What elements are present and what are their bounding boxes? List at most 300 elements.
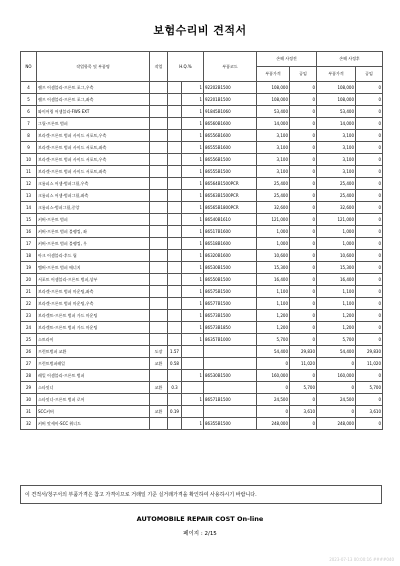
cell-hours: 0.3 [168, 382, 182, 394]
cell-labor-before: 0 [290, 178, 317, 190]
table-row [21, 154, 383, 166]
cell-part-price-after: 14,000 [317, 118, 356, 130]
cell-part-price-before: 1,000 [257, 226, 290, 238]
cell-part-price-before: 0 [257, 382, 290, 394]
cell-no: 20 [21, 274, 37, 286]
cell-part-price-before: 25,400 [257, 178, 290, 190]
cell-part-code: 86530B1500 [204, 370, 257, 382]
cell-labor-before: 0 [290, 286, 317, 298]
cell-part-price-before: 3,100 [257, 166, 290, 178]
cell-hours [168, 94, 182, 106]
cell-qty [182, 358, 204, 370]
cell-qty: 1 [182, 190, 204, 202]
cell-no: 19 [21, 262, 37, 274]
cell-part-code [204, 358, 257, 370]
cell-part-price-before: 3,100 [257, 154, 290, 166]
cell-no: 7 [21, 118, 37, 130]
cell-labor-after: 5,700 [356, 382, 383, 394]
cell-qty: 1 [182, 298, 204, 310]
table-row [21, 394, 383, 406]
cell-qty: 1 [182, 226, 204, 238]
cell-no: 24 [21, 322, 37, 334]
cell-labor-before: 0 [290, 322, 317, 334]
cell-part-price-before: 25,400 [257, 190, 290, 202]
cell-part-price-before: 32,600 [257, 202, 290, 214]
cell-labor-after: 0 [356, 178, 383, 190]
header-after-assessment: 손해 사정후 [317, 52, 383, 67]
cell-hours [168, 178, 182, 190]
cell-hours [168, 394, 182, 406]
cell-part-price-after: 121,000 [317, 214, 356, 226]
cell-no: 16 [21, 226, 37, 238]
cell-part-code: 86556B1600 [204, 130, 257, 142]
cell-hours [168, 238, 182, 250]
header-work: 작업 [150, 52, 168, 82]
cell-labor-after: 0 [356, 166, 383, 178]
cell-labor-before: 0 [290, 214, 317, 226]
cell-no: 21 [21, 286, 37, 298]
cell-part-price-after: 248,000 [317, 418, 356, 430]
cell-qty: 1 [182, 334, 204, 346]
cell-labor-before: 0 [290, 226, 317, 238]
table-row [21, 94, 383, 106]
cell-hours [168, 322, 182, 334]
header-hqty: H.Q.% [168, 52, 204, 82]
header-part-price-before: 부품가격 [257, 67, 290, 82]
cell-item: 브라켓-프론트 범퍼 사이드 서포트,우측 [37, 130, 150, 142]
document-title: 보험수리비 견적서 [153, 24, 247, 37]
cell-part-price-after: 3,100 [317, 154, 356, 166]
cell-qty: 1 [182, 394, 204, 406]
cell-part-price-after: 25,400 [317, 190, 356, 202]
cell-part-price-after: 1,100 [317, 298, 356, 310]
cell-no: 32 [21, 418, 37, 430]
cell-part-code [204, 406, 257, 418]
cell-labor-before: 0 [290, 130, 317, 142]
cell-part-price-before: 53,400 [257, 106, 290, 118]
cell-part-price-after: 1,000 [317, 238, 356, 250]
cell-work [150, 82, 168, 94]
cell-labor-after: 0 [356, 142, 383, 154]
cell-labor-after: 0 [356, 130, 383, 142]
cell-qty: 1 [182, 370, 204, 382]
cell-part-price-before: 1,000 [257, 238, 290, 250]
table-row [21, 406, 383, 418]
cell-hours [168, 106, 182, 118]
cell-work [150, 166, 168, 178]
cell-qty: 1 [182, 166, 204, 178]
cell-work [150, 214, 168, 226]
cell-part-price-after: 3,100 [317, 142, 356, 154]
cell-hours [168, 334, 182, 346]
cell-no: 18 [21, 250, 37, 262]
cell-labor-after: 0 [356, 370, 383, 382]
table-row [21, 202, 383, 214]
cell-item: 브라켓-프론트 범퍼 사이드 서포트,좌측 [37, 166, 150, 178]
cell-item: 레일 어셈블리-프론트 범퍼 [37, 370, 150, 382]
table-row [21, 214, 383, 226]
cell-no: 23 [21, 310, 37, 322]
cell-hours [168, 154, 182, 166]
cell-part-price-before: 1,200 [257, 322, 290, 334]
table-row [21, 106, 383, 118]
cell-hours [168, 370, 182, 382]
cell-work [150, 310, 168, 322]
cell-item: 커버-프론트 범퍼 블랭킹, 좌 [37, 226, 150, 238]
cell-hours [168, 298, 182, 310]
cell-part-code: 86556B1500 [204, 154, 257, 166]
cell-no: 8 [21, 130, 37, 142]
cell-labor-after: 0 [356, 214, 383, 226]
cell-no: 27 [21, 358, 37, 370]
cell-item: 커버-프론트 범퍼 블랭킹, 우 [37, 238, 150, 250]
cell-hours [168, 202, 182, 214]
cell-work: 도장 [150, 346, 168, 358]
table-row [21, 322, 383, 334]
cell-part-price-before: 1,200 [257, 310, 290, 322]
cell-no: 5 [21, 94, 37, 106]
cell-item: 커버-프론트 범퍼 [37, 214, 150, 226]
cell-part-code: 86550B1500 [204, 274, 257, 286]
cell-qty: 1 [182, 82, 204, 94]
header-labor-before: 공임 [290, 67, 317, 82]
cell-labor-before: 0 [290, 250, 317, 262]
cell-work: 교환 [150, 358, 168, 370]
cell-labor-before: 5,700 [290, 382, 317, 394]
cell-labor-after: 0 [356, 310, 383, 322]
cell-part-price-after: 24,500 [317, 394, 356, 406]
cell-item: 프런트범퍼 교환 [37, 346, 150, 358]
cell-part-price-before: 14,000 [257, 118, 290, 130]
cell-qty: 1 [182, 94, 204, 106]
cell-item: 스트라이 [37, 334, 150, 346]
cell-part-price-before: 121,000 [257, 214, 290, 226]
cell-work [150, 118, 168, 130]
cell-labor-after: 0 [356, 226, 383, 238]
table-row [21, 382, 383, 394]
cell-part-price-after: 32,600 [317, 202, 356, 214]
table-row [21, 286, 383, 298]
cell-labor-before: 0 [290, 334, 317, 346]
cell-part-price-after: 0 [317, 358, 356, 370]
cell-work [150, 190, 168, 202]
cell-labor-after: 0 [356, 274, 383, 286]
header-no: NO [21, 52, 37, 82]
table-row [21, 226, 383, 238]
cell-part-price-before: 3,100 [257, 142, 290, 154]
cell-labor-after: 0 [356, 394, 383, 406]
cell-labor-after: 0 [356, 262, 383, 274]
cell-labor-before: 0 [290, 202, 317, 214]
cell-qty: 1 [182, 274, 204, 286]
cell-part-code: 86517B1600 [204, 226, 257, 238]
cell-work [150, 142, 168, 154]
cell-qty [182, 406, 204, 418]
cell-item: 브라켓-프론트 범퍼 사이드 서포트,우측 [37, 154, 150, 166]
cell-no: 12 [21, 178, 37, 190]
cell-hours [168, 166, 182, 178]
cell-labor-after: 3,610 [356, 406, 383, 418]
cell-qty: 1 [182, 286, 204, 298]
table-row [21, 178, 383, 190]
cell-labor-before: 0 [290, 106, 317, 118]
cell-part-price-after: 1,200 [317, 310, 356, 322]
cell-hours [168, 190, 182, 202]
cell-part-code: 86575B1500 [204, 286, 257, 298]
cell-qty: 1 [182, 118, 204, 130]
cell-labor-before: 0 [290, 310, 317, 322]
cell-labor-after: 0 [356, 298, 383, 310]
cell-item: SCC커버 [37, 406, 150, 418]
cell-work [150, 202, 168, 214]
cell-part-price-before: 1,100 [257, 298, 290, 310]
cell-labor-after: 0 [356, 250, 383, 262]
cell-part-price-before: 0 [257, 358, 290, 370]
cell-part-price-before: 3,100 [257, 130, 290, 142]
cell-labor-before: 0 [290, 166, 317, 178]
cell-work: 교환 [150, 406, 168, 418]
cell-qty: 1 [182, 214, 204, 226]
cell-labor-after: 0 [356, 190, 383, 202]
cell-work [150, 394, 168, 406]
cell-part-price-before: 1,100 [257, 286, 290, 298]
cell-part-price-after: 0 [317, 382, 356, 394]
cell-part-price-after: 5,700 [317, 334, 356, 346]
cell-labor-after: 0 [356, 238, 383, 250]
cell-hours [168, 274, 182, 286]
cell-part-code: 86555B1500 [204, 166, 257, 178]
table-row [21, 238, 383, 250]
cell-part-price-after: 160,000 [317, 370, 356, 382]
cell-qty: 1 [182, 154, 204, 166]
cell-labor-after: 0 [356, 94, 383, 106]
cell-labor-after: 29,830 [356, 346, 383, 358]
cell-work [150, 262, 168, 274]
cell-part-price-before: 10,600 [257, 250, 290, 262]
cell-no: 29 [21, 382, 37, 394]
cell-part-code: 92201B1500 [204, 94, 257, 106]
estimate-table [20, 51, 383, 430]
cell-labor-before: 0 [290, 82, 317, 94]
cell-no: 15 [21, 214, 37, 226]
table-row [21, 370, 383, 382]
cell-part-price-after: 54,400 [317, 346, 356, 358]
table-body [21, 82, 383, 430]
cell-item: 브라켓-프론트 범퍼 마운팅,우측 [37, 298, 150, 310]
cell-labor-before: 0 [290, 118, 317, 130]
header-part-price-after: 부품가격 [317, 67, 356, 82]
cell-qty: 1 [182, 238, 204, 250]
cell-qty: 1 [182, 178, 204, 190]
cell-no: 4 [21, 82, 37, 94]
cell-work [150, 94, 168, 106]
cell-item: 서포트 어셈블리-프론트 범퍼,상부 [37, 274, 150, 286]
cell-work [150, 250, 168, 262]
table-row [21, 310, 383, 322]
footer-title: AUTOMOBILE REPAIR COST On-line [136, 515, 264, 523]
table-row [21, 358, 383, 370]
cell-hours [168, 130, 182, 142]
cell-qty: 1 [182, 310, 204, 322]
header-part-code: 부품코드 [204, 52, 257, 82]
table-row [21, 274, 383, 286]
cell-labor-before: 3,610 [290, 406, 317, 418]
cell-no: 17 [21, 238, 37, 250]
cell-item: 멤버-프론트 범퍼 에너지 [37, 262, 150, 274]
cell-part-code [204, 382, 257, 394]
cell-qty: 1 [182, 250, 204, 262]
cell-item: 스타잇너 [37, 382, 150, 394]
cell-labor-after: 0 [356, 418, 383, 430]
cell-qty: 1 [182, 262, 204, 274]
cell-part-code: 86565B1800PCR [204, 202, 257, 214]
cell-labor-after: 0 [356, 106, 383, 118]
cell-labor-before: 0 [290, 142, 317, 154]
cell-part-price-before: 5,700 [257, 334, 290, 346]
cell-labor-after: 0 [356, 286, 383, 298]
cell-part-price-before: 54,400 [257, 346, 290, 358]
cell-labor-after: 0 [356, 202, 383, 214]
cell-part-code: 86577B1500 [204, 298, 257, 310]
cell-no: 28 [21, 370, 37, 382]
cell-hours [168, 262, 182, 274]
cell-no: 11 [21, 166, 37, 178]
cell-item: 램프 어셈블리-프론트 포그,좌측 [37, 94, 150, 106]
cell-part-price-before: 16,400 [257, 274, 290, 286]
cell-labor-before: 0 [290, 274, 317, 286]
cell-item: 와이어링 어셈블리-FWS EXT [37, 106, 150, 118]
cell-labor-after: 0 [356, 118, 383, 130]
cell-labor-before: 0 [290, 262, 317, 274]
cell-no: 26 [21, 346, 37, 358]
cell-labor-after: 0 [356, 334, 383, 346]
table-row [21, 190, 383, 202]
cell-part-price-before: 0 [257, 406, 290, 418]
cell-no: 9 [21, 142, 37, 154]
cell-work [150, 322, 168, 334]
table-row [21, 118, 383, 130]
cell-part-code: 86573B1500 [204, 310, 257, 322]
table-row [21, 262, 383, 274]
cell-hours [168, 226, 182, 238]
cell-qty: 1 [182, 418, 204, 430]
cell-item: 커버 앗세이-SCC 워너드 [37, 418, 150, 430]
cell-work [150, 130, 168, 142]
cell-part-code: 86560B1600 [204, 118, 257, 130]
cell-no: 30 [21, 394, 37, 406]
table-row [21, 298, 383, 310]
cell-item: 브라켓-프론트 범퍼 마운팅,좌측 [37, 286, 150, 298]
table-header [21, 52, 383, 82]
cell-labor-before: 0 [290, 298, 317, 310]
table-row [21, 166, 383, 178]
cell-work [150, 238, 168, 250]
cell-part-price-after: 3,100 [317, 166, 356, 178]
cell-qty [182, 346, 204, 358]
cell-no: 6 [21, 106, 37, 118]
cell-work [150, 226, 168, 238]
cell-item: 아크 어셈블리-후드 립 [37, 250, 150, 262]
header-before-assessment: 손해 사정전 [257, 52, 317, 67]
cell-item: 브라켓트-프론트 범퍼 가드 마운팅 [37, 322, 150, 334]
cell-no: 22 [21, 298, 37, 310]
table-row [21, 142, 383, 154]
cell-item: 크롬피스-범퍼그릴,중앙 [37, 202, 150, 214]
cell-item: 램프 어셈블리-프론트 포그,우측 [37, 82, 150, 94]
cell-work [150, 298, 168, 310]
print-timestamp: 2023-07-13 00:00:16 ####040 [329, 557, 394, 562]
cell-no: 13 [21, 190, 37, 202]
cell-part-price-after: 108,000 [317, 82, 356, 94]
table-row [21, 82, 383, 94]
cell-qty: 1 [182, 322, 204, 334]
cell-hours: 1.57 [168, 346, 182, 358]
cell-no: 14 [21, 202, 37, 214]
cell-item: 크롬피스 어셈-범퍼그릴,좌측 [37, 190, 150, 202]
table-row [21, 334, 383, 346]
cell-part-price-after: 1,200 [317, 322, 356, 334]
cell-hours: 0.19 [168, 406, 182, 418]
table-row [21, 418, 383, 430]
cell-hours [168, 82, 182, 94]
cell-part-price-after: 3,100 [317, 130, 356, 142]
cell-labor-after: 0 [356, 322, 383, 334]
table-row [21, 250, 383, 262]
cell-work: 교환 [150, 382, 168, 394]
cell-no: 31 [21, 406, 37, 418]
cell-work [150, 106, 168, 118]
cell-labor-before: 0 [290, 238, 317, 250]
cell-part-price-after: 10,600 [317, 250, 356, 262]
cell-qty: 1 [182, 106, 204, 118]
header-labor-after: 공임 [356, 67, 383, 82]
cell-part-code: 86320B1600 [204, 250, 257, 262]
cell-hours [168, 142, 182, 154]
cell-part-price-after: 0 [317, 406, 356, 418]
cell-part-price-before: 108,000 [257, 82, 290, 94]
cell-labor-before: 11,020 [290, 358, 317, 370]
cell-labor-before: 29,830 [290, 346, 317, 358]
cell-part-price-before: 24,500 [257, 394, 290, 406]
cell-part-code: 86530B1500 [204, 262, 257, 274]
cell-part-price-after: 16,400 [317, 274, 356, 286]
cell-work [150, 334, 168, 346]
cell-work [150, 178, 168, 190]
table-row [21, 130, 383, 142]
header-item: 작업항목 및 부품명 [37, 52, 150, 82]
cell-work [150, 370, 168, 382]
cell-labor-before: 0 [290, 394, 317, 406]
cell-labor-after: 11,020 [356, 358, 383, 370]
cell-hours: 0.58 [168, 358, 182, 370]
cell-part-code: 86357B1000 [204, 334, 257, 346]
cell-qty: 1 [182, 142, 204, 154]
cell-part-code: 86540B1610 [204, 214, 257, 226]
cell-part-price-after: 1,000 [317, 226, 356, 238]
cell-labor-after: 0 [356, 154, 383, 166]
cell-work [150, 154, 168, 166]
cell-part-code: 86564B1500PCR [204, 178, 257, 190]
cell-part-code: 86573B1850 [204, 322, 257, 334]
cell-work [150, 418, 168, 430]
cell-labor-before: 0 [290, 418, 317, 430]
cell-labor-before: 0 [290, 154, 317, 166]
cell-hours [168, 250, 182, 262]
cell-part-code: 86555B1600 [204, 142, 257, 154]
cell-part-code: 86563B1500PCR [204, 190, 257, 202]
cell-labor-before: 0 [290, 94, 317, 106]
cell-qty [182, 382, 204, 394]
